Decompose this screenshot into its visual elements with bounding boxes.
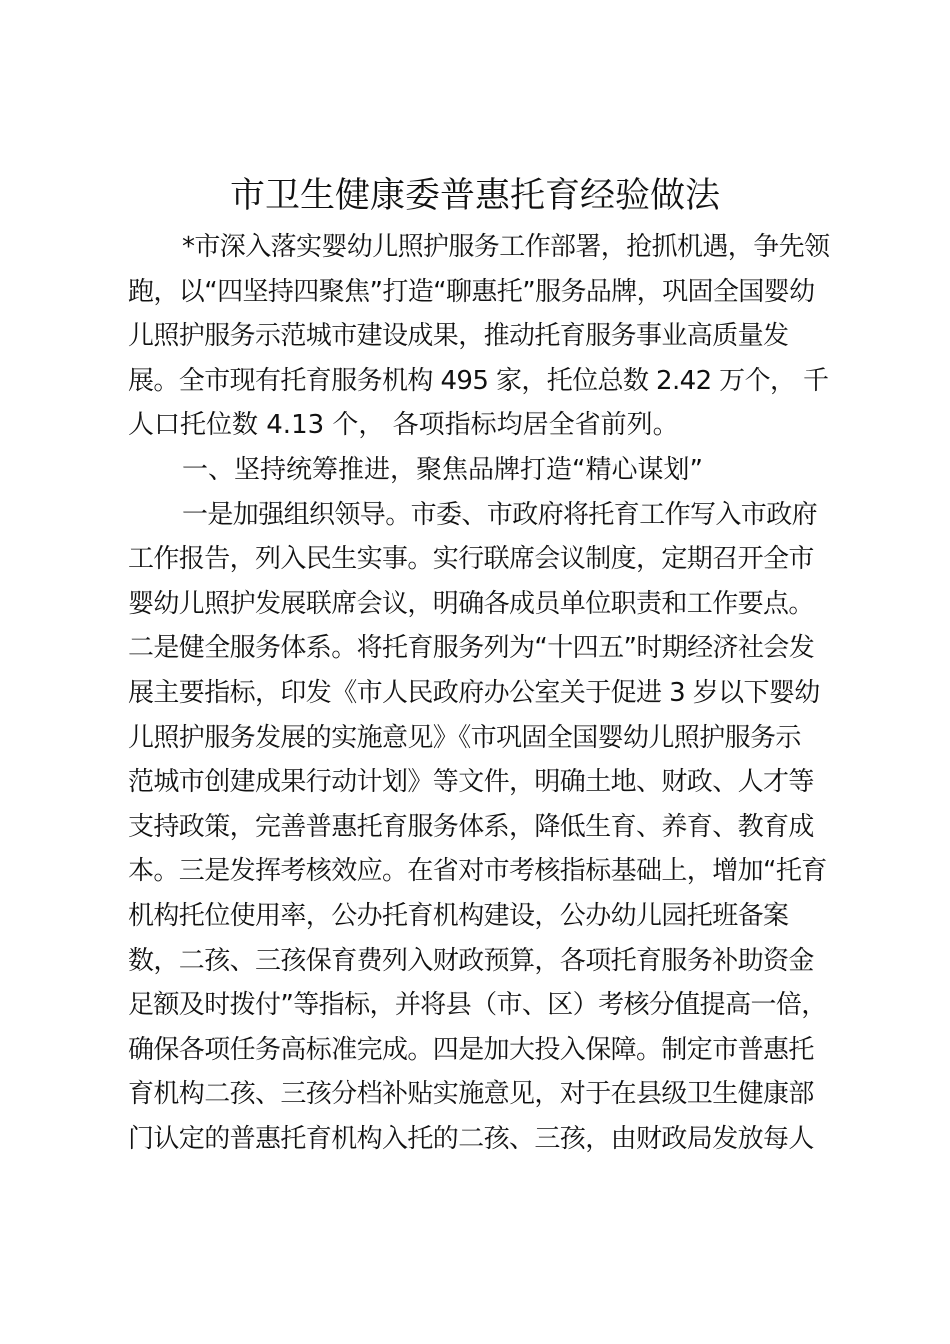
document-title: 市卫生健康委普惠托育经验做法 [229, 176, 720, 216]
body-line: 支持政策，完善普惠托育服务体系，降低生育、养育、教育成 [128, 811, 814, 842]
body-line: 展。全市现有托育服务机构 495 家，托位总数 2.42 万个， 千 [128, 365, 829, 396]
body-line: 二是健全服务体系。将托育服务列为“十四五”时期经济社会发 [128, 633, 815, 664]
body-line: 儿照护服务示范城市建设成果，推动托育服务事业高质量发 [128, 321, 789, 352]
document-body [128, 225, 828, 1161]
body-line: 门认定的普惠托育机构入托的二孩、三孩，由财政局发放每人 [128, 1123, 814, 1154]
section-heading: 一、坚持统筹推进，聚焦品牌打造“精心谋划” [182, 454, 703, 485]
body-line: 人口托位数 4.13 个， 各项指标均居全省前列。 [128, 410, 679, 441]
body-line: 数，二孩、三孩保育费列入财政预算，各项托育服务补助资金 [128, 945, 814, 976]
body-line: 跑，以“四坚持四聚焦”打造“聊惠托”服务品牌，巩固全国婴幼 [128, 276, 815, 307]
body-line: 一是加强组织领导。市委、市政府将托育工作写入市政府 [182, 499, 818, 530]
body-line: 工作报告，列入民生实事。实行联席会议制度，定期召开全市 [128, 544, 814, 575]
body-line: 范城市创建成果行动计划》等文件，明确土地、财政、人才等 [128, 767, 814, 798]
body-line: 确保各项任务高标准完成。四是加大投入保障。制定市普惠托 [128, 1034, 814, 1065]
body-line: 足额及时拨付”等指标，并将县（市、区）考核分值提高一倍， [128, 990, 827, 1021]
body-line: *市深入落实婴幼儿照护服务工作部署，抢抓机遇，争先领 [182, 232, 830, 262]
body-line: 机构托位使用率，公办托育机构建设，公办幼儿园托班备案 [128, 900, 789, 931]
body-line: 育机构二孩、三孩分档补贴实施意见，对于在县级卫生健康部 [128, 1079, 814, 1110]
body-line: 婴幼儿照护发展联席会议，明确各成员单位职责和工作要点。 [128, 588, 814, 619]
body-line: 儿照护服务发展的实施意见》《市巩固全国婴幼儿照护服务示 [128, 722, 801, 753]
body-line: 本。三是发挥考核效应。在省对市考核指标基础上，增加“托育 [128, 856, 827, 887]
body-line: 展主要指标，印发《市人民政府办公室关于促进 3 岁以下婴幼 [128, 677, 820, 708]
